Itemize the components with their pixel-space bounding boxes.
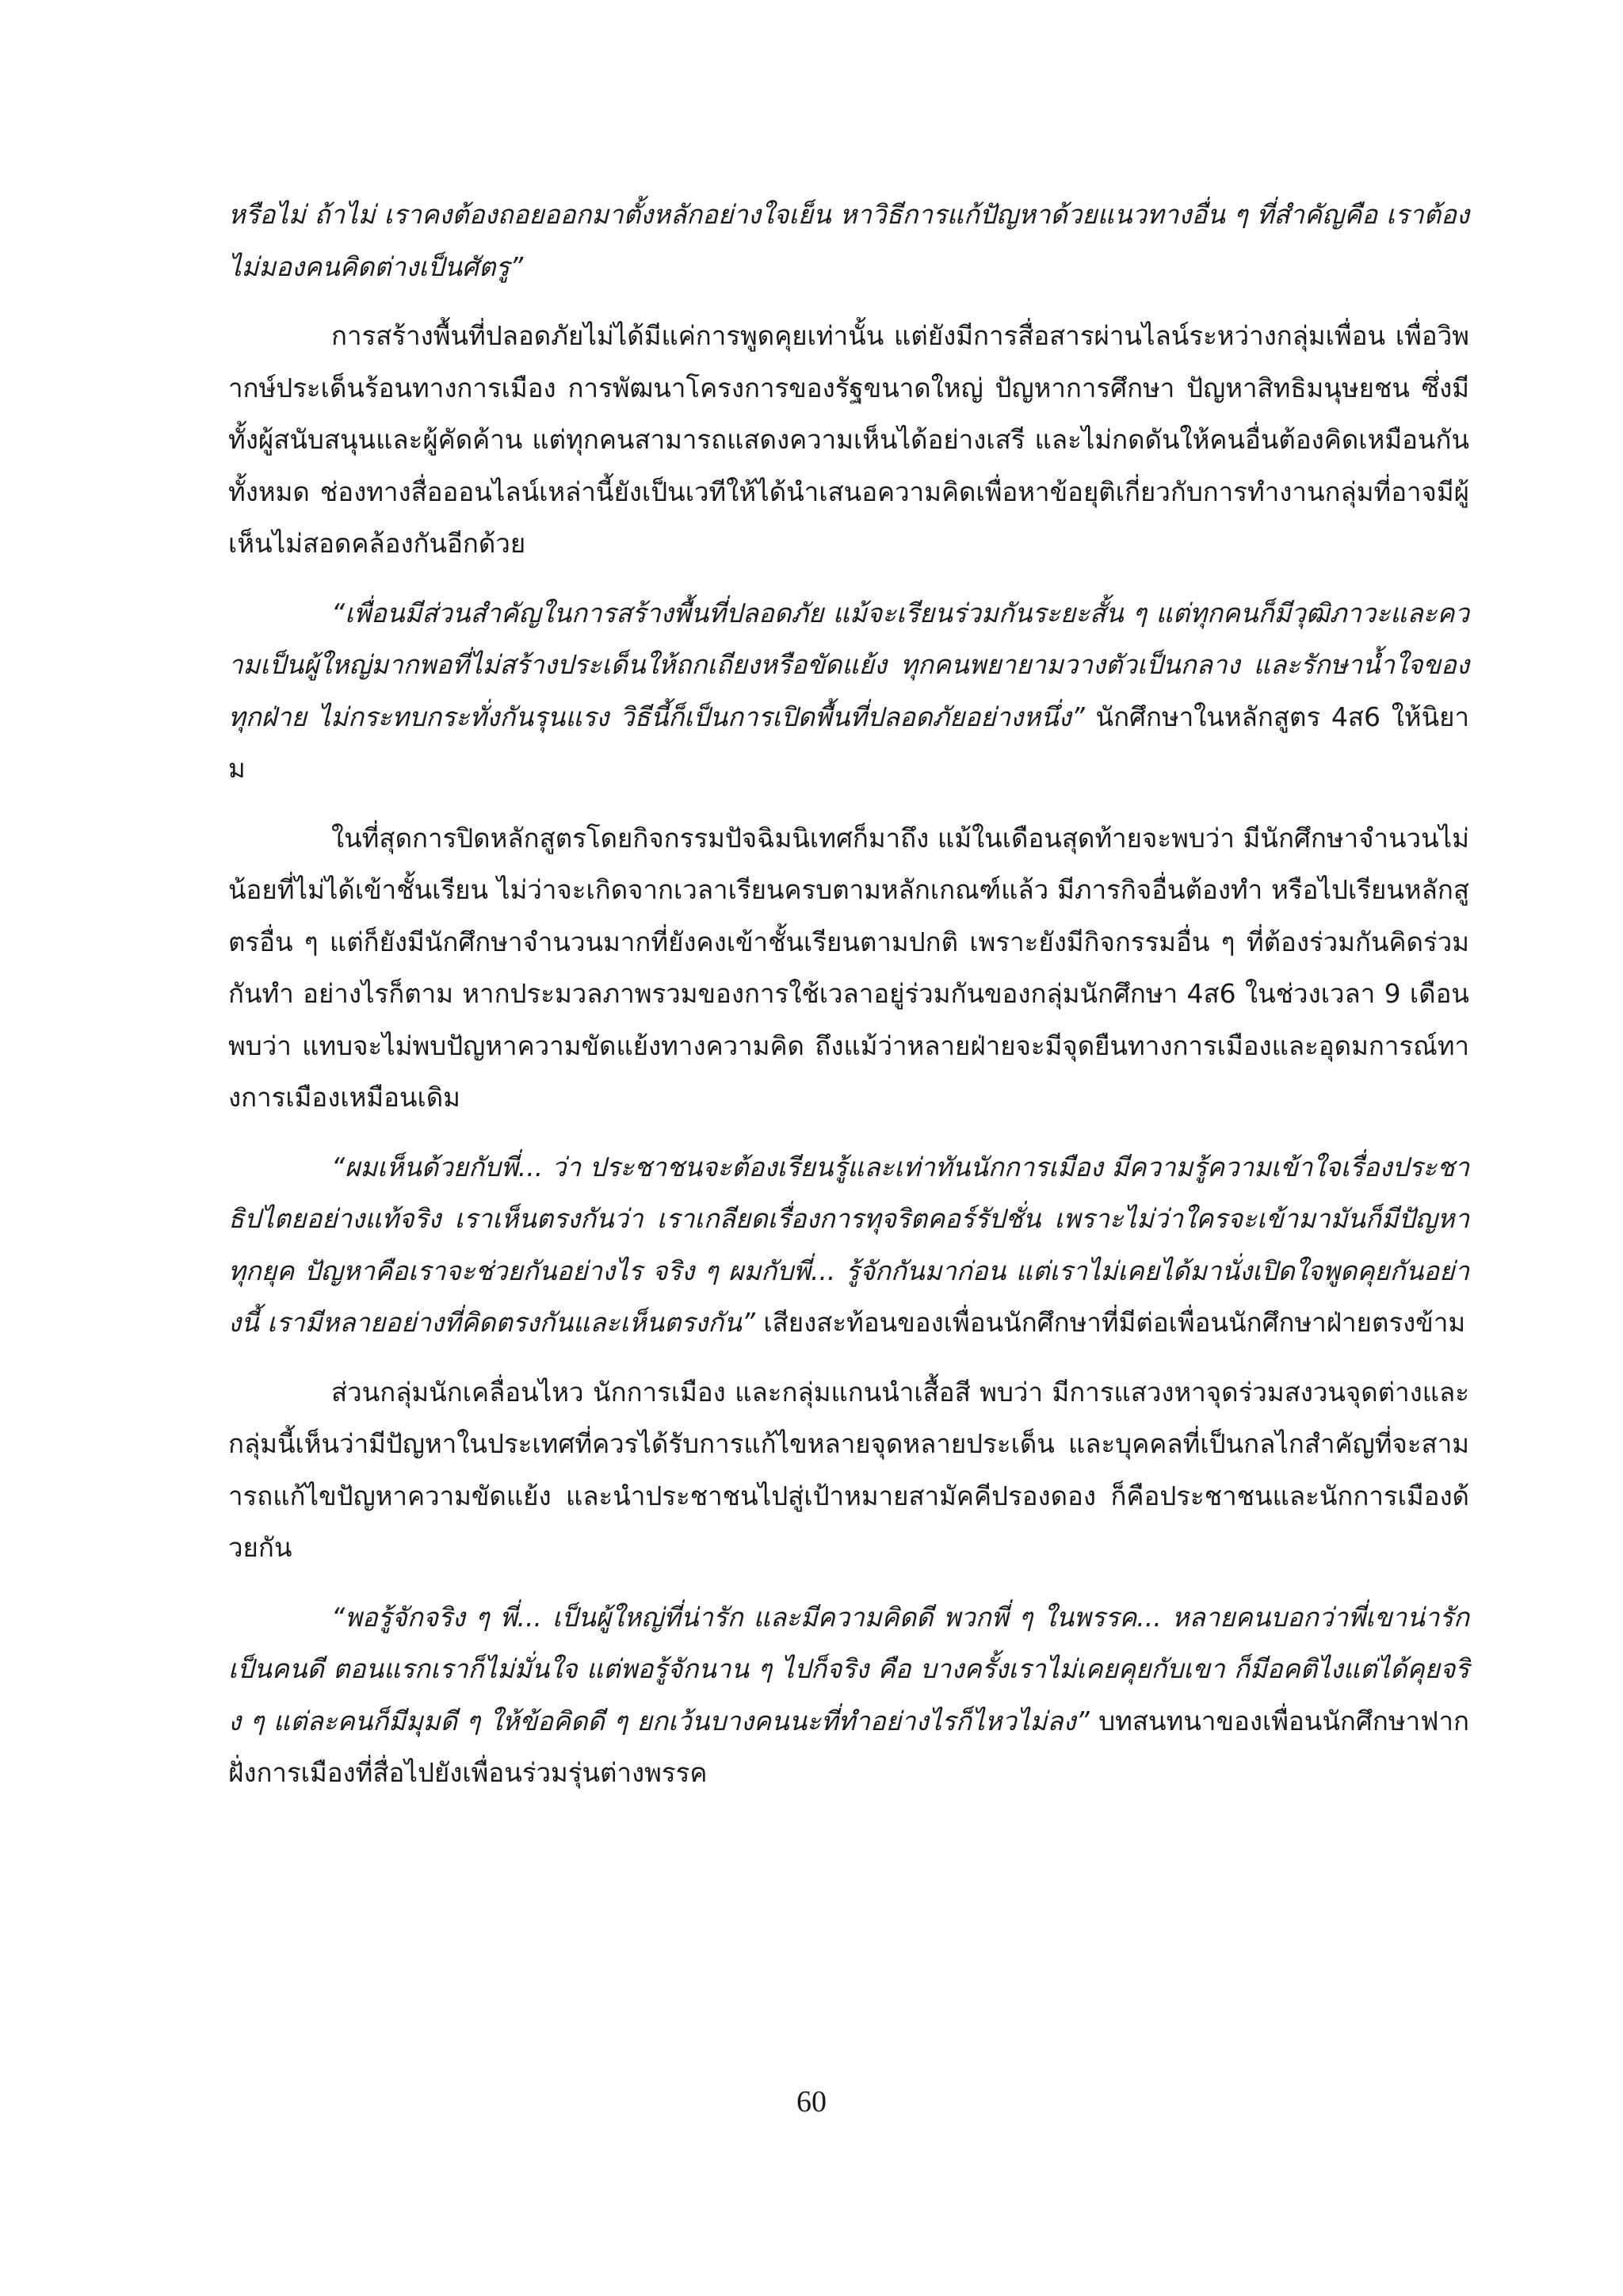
- quote-text: “เพื่อนมีส่วนสำคัญในการสร้างพื้นที่ปลอดภัย แม้จะเรียนร่วมกันระยะสั้น ๆ แต่ทุกคนก็มีวุฒิภาวะและความเป็นผู้ใหญ่มากพอที่ไม่สร้างประเด็นให้ถกเถียงหรือขัดแย้ง ทุกคนพยายามวางตัวเป็นกลาง และรักษาน้ำใจของทุกฝ่าย ไม่กระทบกระทั่งกันรุนแรง วิธีนี้ก็เป็นการเปิดพื้นที่ปลอดภัยอย่างหนึ่ง”: [228, 597, 1469, 732]
- attribution-text: เสียงสะท้อนของเพื่อนนักศึกษาที่มีต่อเพื่อนนักศึกษาฝ่ายตรงข้าม: [754, 1307, 1466, 1338]
- page-number: 60: [796, 2085, 827, 2118]
- quote-paragraph: [228, 1141, 1469, 1349]
- quote-text: “พอรู้จักจริง ๆ พี่... เป็นผู้ใหญ่ที่น่ารัก และมีความคิดดี พวกพี่ ๆ ในพรรค... หลายคนบอกว่าพี่เขาน่ารัก เป็นคนดี ตอนแรกเราก็ไม่มั่นใจ แต่พอรู้จักนาน ๆ ไปก็จริง คือ บางครั้งเราไม่เคยคุยกับเขา ก็มีอคติไงแต่ได้คุยจริง ๆ แต่ละคนก็มีมุมดี ๆ ให้ข้อคิดดี ๆ ยกเว้นบางคนนะที่ทำอย่างไรก็ไหวไม่ลง”: [228, 1601, 1469, 1736]
- body-text: ในที่สุดการปิดหลักสูตรโดยกิจกรรมปัจฉิมนิเทศก็มาถึง แม้ในเดือนสุดท้ายจะพบว่า มีนักศึกษาจำนวนไม่น้อยที่ไม่ได้เข้าชั้นเรียน ไม่ว่าจะเกิดจากเวลาเรียนครบตามหลักเกณฑ์แล้ว มีภารกิจอื่นต้องทำ หรือไปเรียนหลักสูตรอื่น ๆ แต่ก็ยังมีนักศึกษาจำนวนมากที่ยังคงเข้าชั้นเรียนตามปกติ เพราะยังมีกิจกรรมอื่น ๆ ที่ต้องร่วมกันคิดร่วมกันทำ อย่างไรก็ตาม หากประมวลภาพรวมของการใช้เวลาอยู่ร่วมกันของกลุ่มนักศึกษา 4ส6 ในช่วงเวลา 9 เดือน พบว่า แทบจะไม่พบปัญหาความขัดแย้งทางความคิด ถึงแม้ว่าหลายฝ่ายจะมีจุดยืนทางการเมืองและอุดมการณ์ทางการเมืองเหมือนเดิม: [228, 822, 1469, 1113]
- quote-paragraph: [228, 1591, 1469, 1799]
- quote-paragraph: [228, 587, 1469, 795]
- body-paragraph: [228, 310, 1469, 570]
- body-text: การสร้างพื้นที่ปลอดภัยไม่ได้มีแค่การพูดคุยเท่านั้น แต่ยังมีการสื่อสารผ่านไลน์ระหว่างกลุ่มเพื่อน เพื่อวิพากษ์ประเด็นร้อนทางการเมือง การพัฒนาโครงการของรัฐขนาดใหญ่ ปัญหาการศึกษา ปัญหาสิทธิมนุษยชน ซึ่งมีทั้งผู้สนับสนุนและผู้คัดค้าน แต่ทุกคนสามารถแสดงความเห็นได้อย่างเสรี และไม่กดดันให้คนอื่นต้องคิดเหมือนกันทั้งหมด ช่องทางสื่อออนไลน์เหล่านี้ยังเป็นเวทีให้ได้นำเสนอความคิดเพื่อหาข้อยุติเกี่ยวกับการทำงานกลุ่มที่อาจมีผู้เห็นไม่สอดคล้องกันอีกด้วย: [228, 320, 1469, 559]
- attribution-text: บทสนทนาของเพื่อนนักศึกษาฟากฝั่งการเมืองที่สื่อไปยังเพื่อนร่วมรุ่นต่างพรรค: [228, 1705, 1469, 1788]
- attribution-text: นักศึกษาในหลักสูตร 4ส6 ให้นิยาม: [228, 701, 1469, 784]
- body-paragraph: [228, 812, 1469, 1124]
- body-text: ส่วนกลุ่มนักเคลื่อนไหว นักการเมือง และกลุ่มแกนนำเสื้อสี พบว่า มีการแสวงหาจุดร่วมสงวนจุดต่างและกลุ่มนี้เห็นว่ามีปัญหาในประเทศที่ควรได้รับการแก้ไขหลายจุดหลายประเด็น และบุคคลที่เป็นกลไกสำคัญที่จะสามารถแก้ไขปัญหาความขัดแย้ง และนำประชาชนไปสู่เป้าหมายสามัคคีปรองดอง ก็คือประชาชนและนักการเมืองด้วยกัน: [228, 1376, 1469, 1563]
- quote-continuation-paragraph: [228, 189, 1469, 292]
- document-page: [228, 189, 1469, 1817]
- quote-text: “ผมเห็นด้วยกับพี่... ว่า ประชาชนจะต้องเรียนรู้และเท่าทันนักการเมือง มีความรู้ความเข้าใจเรื่องประชาธิปไตยอย่างแท้จริง เราเห็นตรงกันว่า เราเกลียดเรื่องการทุจริตคอร์รัปชั่น เพราะไม่ว่าใครจะเข้ามามันก็มีปัญหาทุกยุค ปัญหาคือเราจะช่วยกันอย่างไร จริง ๆ ผมกับพี่... รู้จักกันมาก่อน แต่เราไม่เคยได้มานั่งเปิดใจพูดคุยกันอย่างนี้ เรามีหลายอย่างที่คิดตรงกันและเห็นตรงกัน”: [228, 1151, 1469, 1338]
- body-paragraph: [228, 1366, 1469, 1574]
- quote-text: หรือไม่ ถ้าไม่ เราคงต้องถอยออกมาตั้งหลักอย่างใจเย็น หาวิธีการแก้ปัญหาด้วยแนวทางอื่น ๆ ที่สำคัญคือ เราต้องไม่มองคนคิดต่างเป็นศัตรู”: [228, 199, 1469, 282]
